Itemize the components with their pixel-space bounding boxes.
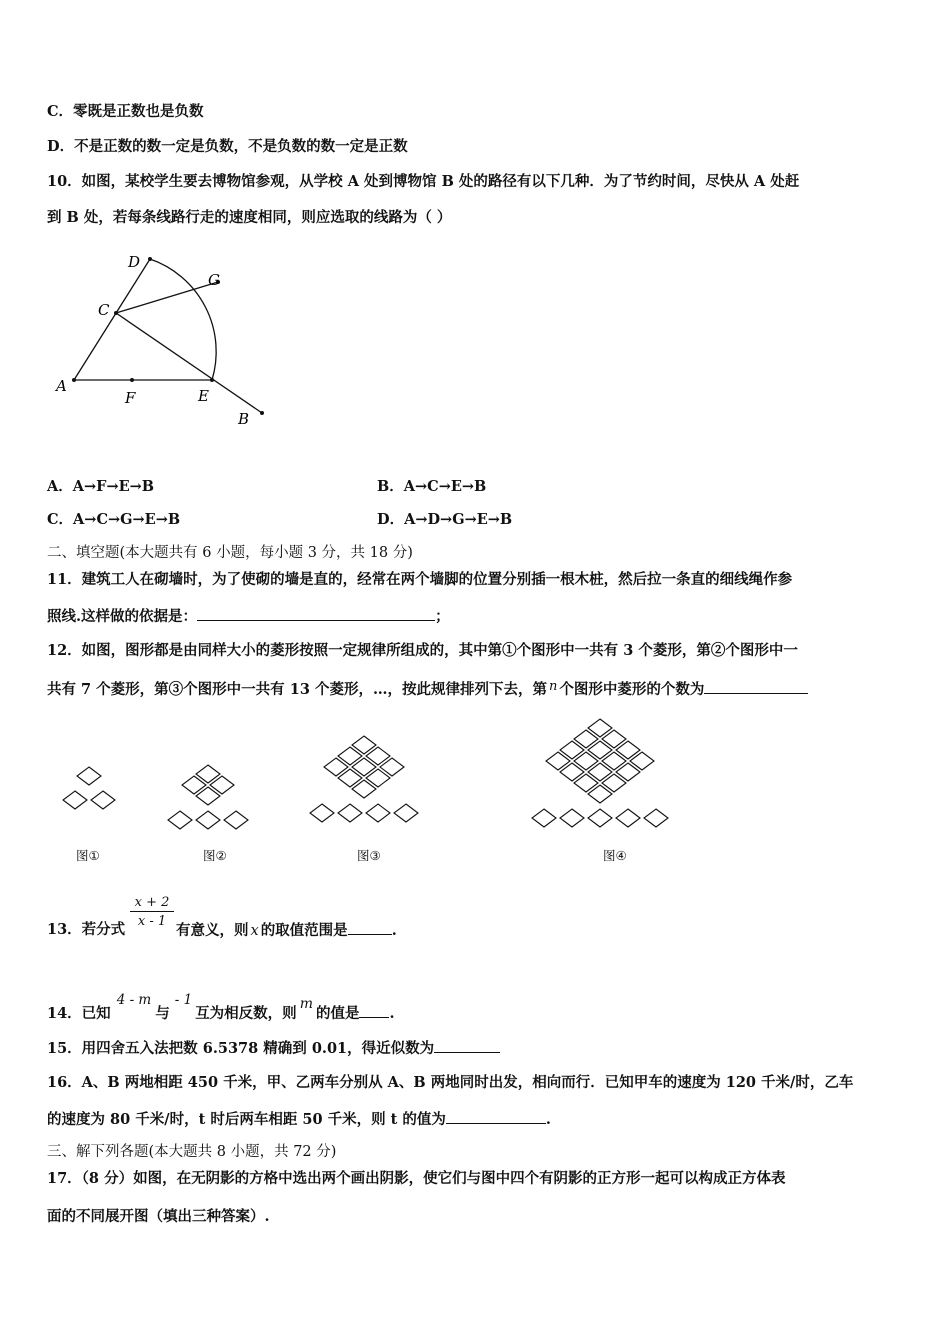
q12-stem-line1: 12．如图，图形都是由同样大小的菱形按照一定规律所组成的，其中第①个图形中一共有 3 个菱形，第②个图形中一 [47,642,798,659]
label-c: C [98,301,110,319]
fig3-bottom-rhombus [338,804,362,822]
q12-suffix: 个图形中菱形的个数为 [559,681,705,698]
q11-stem-line2 [47,606,450,627]
q12-prefix: 共有 7 个菱形，第③个图形中一共有 13 个菱形，…，按此规律排列下去，第 [47,681,547,698]
fig2-bottom-rhombus [224,811,248,829]
q11-prefix: 照线.这样做的依据是： [47,608,198,625]
q16-line2-text: 的速度为 80 千米/时，t 时后两车相距 50 千米，则 t 的值为 [47,1111,446,1128]
q13-suffix: 的取值范围是 [260,922,348,939]
q14-prefix: 14．已知 [47,1005,111,1022]
q13-answer-blank[interactable] [348,920,392,935]
q12-var-n: n [548,679,558,694]
fig4-bottom-rhombus [560,809,584,827]
section2-heading: 二、填空题(本大题共有 6 小题，每小题 3 分，共 18 分) [47,545,413,561]
q13-var-x: x [250,923,259,939]
fig3-bottom-rhombus [394,804,418,822]
fig3-bottom-rhombus [310,804,334,822]
fig2-bottom-rhombus [196,811,220,829]
q13-prefix: 13．若分式 [47,921,126,938]
segment-c-b [116,313,262,413]
q16-stem-line1: 16．A、B 两地相距 450 千米，甲、乙两车分别从 A、B 两地同时出发，相向而行．已知甲车的速度为 120 千米/时，乙车 [47,1074,854,1091]
q10-option-b: B．A→C→E→B [377,478,487,495]
label-b: B [238,410,250,428]
point-b-dot [260,411,264,415]
q14-middle: 互为相反数，则 [195,1005,297,1022]
q12-rhombus-figures [40,710,720,840]
point-a-dot [72,378,76,382]
q17-stem-line2: 面的不同展开图（填出三种答案）. [47,1208,270,1225]
q16-stem-line2 [47,1109,551,1130]
q12-stem-line2 [47,677,808,700]
q14-suffix: 的值是 [315,1005,360,1022]
q12-figure-label-1: 图① [76,848,100,863]
label-g: G [208,271,220,289]
q16-end: . [545,1111,551,1128]
section3-heading: 三、解下列各题(本大题共 8 小题，共 72 分) [47,1144,337,1160]
q11-suffix: ； [435,608,450,625]
point-e-dot [210,378,214,382]
fig2-bottom-rhombus [168,811,192,829]
q11-stem-line1: 11．建筑工人在砌墙时，为了使砌的墙是直的，经常在两个墙脚的位置分别插一根木桩，然后拉一条直的细线绳作参 [47,571,793,588]
point-c-dot [114,311,118,315]
q9-option-d: D．不是正数的数一定是负数，不是负数的数一定是正数 [47,138,408,155]
q16-answer-blank[interactable] [446,1109,546,1124]
q13-numerator: x + 2 [130,895,174,912]
q14-join: 与 [155,1005,170,1022]
q14-var-m: m [299,996,313,1012]
q12-figure-label-2: 图② [203,848,227,863]
q15-answer-blank[interactable] [434,1038,500,1053]
q13-fraction [130,895,174,929]
label-f: F [125,389,136,407]
q14-stem [47,990,395,1024]
q14-expr1: 4 - m [116,992,152,1008]
segment-a-d [74,259,150,380]
q15-stem [47,1038,500,1059]
label-e: E [198,387,209,405]
q14-expr2: - 1 [174,992,193,1008]
q13-denominator: x - 1 [137,914,167,929]
fig4-bottom-rhombus [644,809,668,827]
label-d: D [128,253,141,271]
q10-stem-line2: 到 B 处，若每条线路行走的速度相同，则应选取的线路为（ ） [47,209,452,226]
q10-option-d: D．A→D→G→E→B [377,511,513,528]
point-d-dot [148,257,152,261]
q14-answer-blank[interactable] [359,1003,389,1018]
point-f-dot [130,378,134,382]
q13-rest [176,920,397,941]
fig4-bottom-rhombus [532,809,556,827]
q10-option-a: A．A→F→E→B [47,478,155,495]
q17-stem-line1: 17．（8 分）如图，在无阴影的方格中选出两个画出阴影，使它们与图中四个有阴影的正方形一起可以构成正方体表 [47,1170,786,1187]
q9-option-c: C．零既是正数也是负数 [47,103,204,120]
fig3-bottom-rhombus [366,804,390,822]
q10-option-c: C．A→C→G→E→B [47,511,181,528]
label-a: A [56,377,67,395]
q12-figure-label-3: 图③ [357,848,381,863]
q10-route-figure [40,245,300,435]
q15-text: 15．用四舍五入法把数 6.5378 精确到 0.01，得近似数为 [47,1040,435,1057]
q12-answer-blank[interactable] [704,679,808,694]
segment-c-g [116,282,218,313]
fig1-bottom-rhombus [63,791,87,809]
fig4-bottom-rhombus [588,809,612,827]
q13-middle: 有意义，则 [176,922,249,939]
fig1-lattice-rhombus [77,767,101,785]
q12-figure-label-4: 图④ [603,848,627,863]
q13-end: . [391,922,397,939]
fig4-bottom-rhombus [616,809,640,827]
q11-answer-blank[interactable] [197,606,435,621]
arc-d-g-e [150,259,216,380]
fig1-bottom-rhombus [91,791,115,809]
q10-stem-line1: 10．如图，某校学生要去博物馆参观，从学校 A 处到博物馆 B 处的路径有以下几种．为了节约时间，尽快从 A 处赶 [47,173,800,190]
q14-end: . [389,1005,395,1022]
